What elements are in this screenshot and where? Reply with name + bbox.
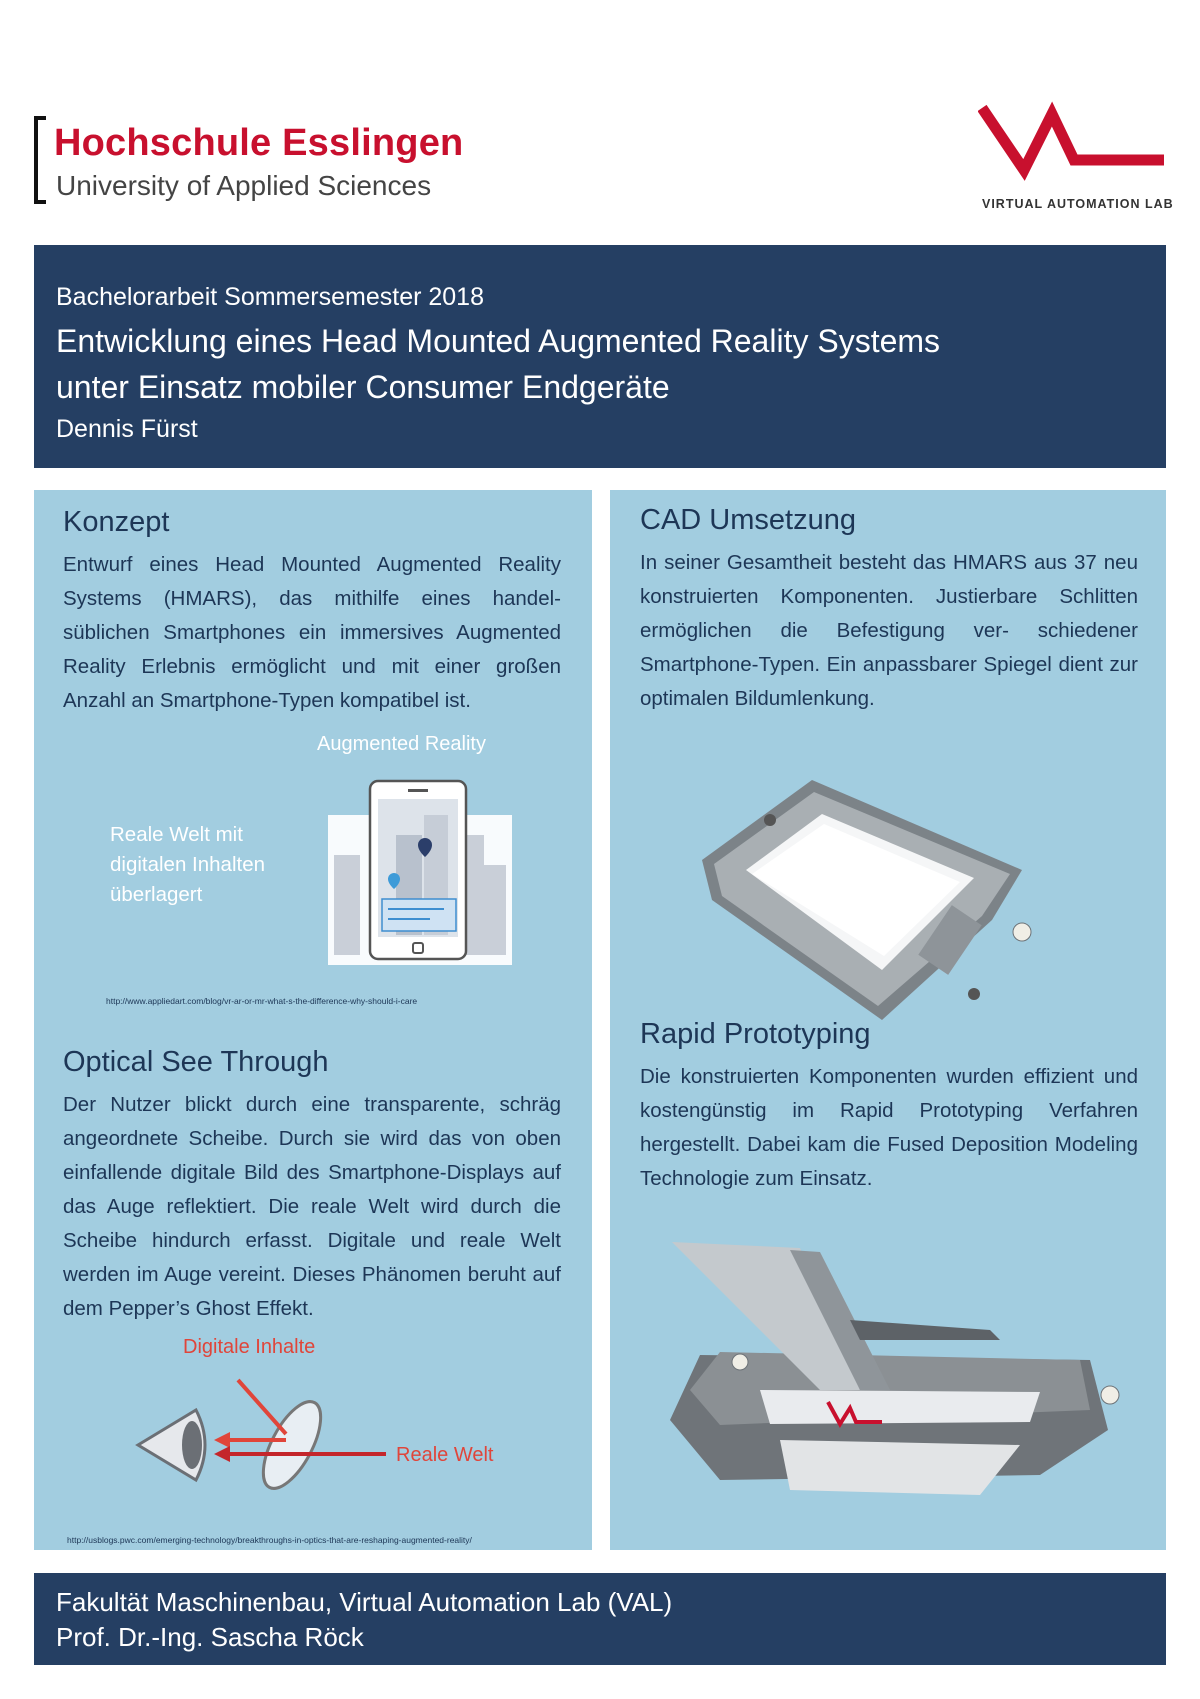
cad-heading: CAD Umsetzung — [640, 504, 856, 536]
rapid-heading: Rapid Prototyping — [640, 1018, 871, 1050]
thesis-title-line2: unter Einsatz mobiler Consumer Endgeräte — [56, 369, 670, 405]
label-digital-content: Digitale Inhalte — [183, 1336, 316, 1358]
ar-description-line: überlagert — [110, 883, 203, 906]
university-name: Hochschule Esslingen — [54, 122, 464, 164]
konzept-heading: Konzept — [63, 506, 170, 538]
val-logo-caption: VIRTUAL AUTOMATION LAB — [982, 197, 1174, 211]
ar-description — [110, 820, 265, 910]
rapid-text: Die konstruierten Komponenten wurden effizient und kostengünstig im Rapid Prototyping Verfahren hergestellt. Dabei kam die Fused Deposition Modeling Technologie zum Einsatz. — [640, 1065, 1138, 1190]
prototype-model-image — [660, 1240, 1130, 1500]
university-subtitle: University of Applied Sciences — [56, 170, 432, 201]
title-bar — [34, 245, 1166, 468]
optical-heading: Optical See Through — [63, 1046, 329, 1078]
eye-icon — [138, 1410, 205, 1480]
konzept-source-url: http://www.appliedart.com/blog/vr-ar-or-mr-what-s-the-difference-why-should-i-care — [106, 996, 418, 1006]
ar-description-line: digitalen Inhalten — [110, 853, 266, 876]
thesis-title-line1: Entwicklung eines Head Mounted Augmented Reality Systems — [56, 323, 941, 359]
university-logo-bracket — [34, 116, 46, 204]
konzept-text: Entwurf eines Head Mounted Augmented Reality Systems (HMARS), das mithilfe eines handel- süblichen Smartphones ein immersives Augmented Reality Erlebnis ermöglicht und mit einer großen Anzahl an Smartphone-Typen kompatibel ist. — [63, 553, 561, 712]
ar-phone-illustration — [326, 775, 512, 965]
label-real-world: Reale Welt — [396, 1444, 494, 1466]
optical-see-through-diagram — [134, 1370, 394, 1520]
right-panel — [610, 490, 1166, 1550]
optical-text: Der Nutzer blickt durch eine transparente, schräg angeordnete Scheibe. Durch sie wird das von oben einfallende digitale Bild des Smartphone-Displays auf das Auge reflektiert. Die reale Welt wird durch die Scheibe hindurch erfasst. Digitale und reale Welt werden im Auge vereint. Dieses Phänomen beruht auf dem Pepper’s Ghost Effekt. — [63, 1093, 561, 1320]
left-panel — [34, 490, 592, 1550]
thesis-author: Dennis Fürst — [56, 415, 198, 443]
footer-bar — [34, 1573, 1166, 1665]
footer-faculty: Fakultät Maschinenbau, Virtual Automation Lab (VAL) — [56, 1587, 673, 1617]
val-logo-icon — [978, 100, 1168, 190]
ar-label: Augmented Reality — [317, 733, 486, 755]
ar-description-line: Reale Welt mit — [110, 823, 243, 846]
cad-model-image — [692, 770, 1052, 1030]
optical-source-url: http://usblogs.pwc.com/emerging-technology/breakthroughs-in-optics-that-are-reshaping-augmented-reality/ — [67, 1535, 472, 1545]
footer-professor: Prof. Dr.-Ing. Sascha Röck — [56, 1622, 364, 1652]
cad-text: In seiner Gesamtheit besteht das HMARS aus 37 neu konstruierten Komponenten. Justierbare Schlitten ermöglichen die Befestigung ver- schiedener Smartphone-Typen. Ein anpassbarer Spiegel dient zur optimalen Bildumlenkung. — [640, 551, 1138, 710]
thesis-subtitle: Bachelorarbeit Sommersemester 2018 — [56, 283, 484, 311]
